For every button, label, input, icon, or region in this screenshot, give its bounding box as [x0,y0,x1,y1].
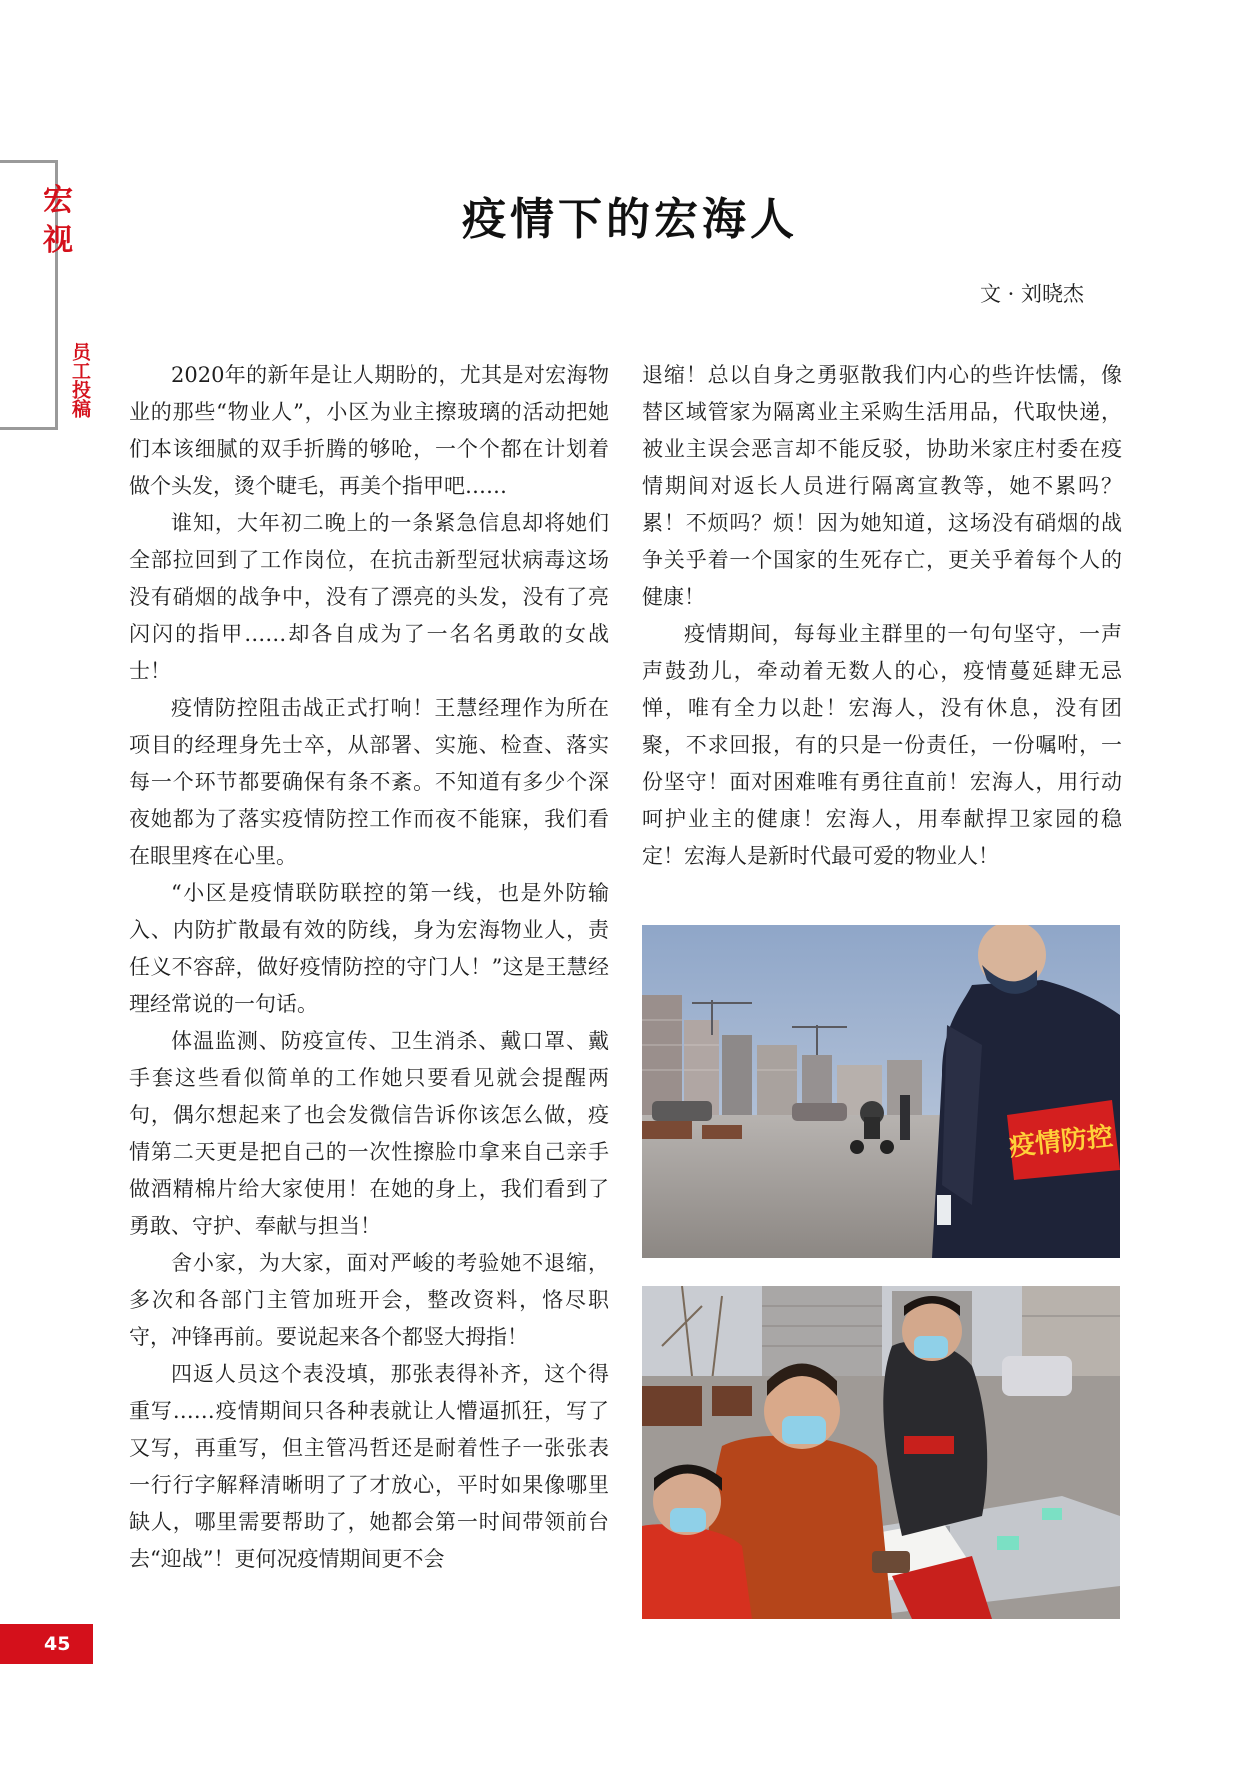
page-number: 45 [44,1633,71,1655]
section-name-char-1: 宏 [43,183,73,218]
paragraph: 疫情期间，每每业主群里的一句句坚守，一声声鼓劲儿，牵动着无数人的心，疫情蔓延肆无忌惮，唯有全力以赴！宏海人，没有休息，没有团聚，不求回报，有的只是一份责任，一份嘱咐，一份坚守！面对困难唯有勇往直前！宏海人，用行动呵护业主的健康！宏海人，用奉献捍卫家园的稳定！宏海人是新时代最可爱的物业人！ [642,622,1122,868]
photo-street-checkpoint [642,925,1120,1258]
article-title: 疫情下的宏海人 [462,194,798,245]
armband-text: 疫情防控 [1007,1121,1115,1163]
section-name-char-2: 视 [43,223,73,258]
paragraph: 谁知，大年初二晚上的一条紧急信息却将她们全部拉回到了工作岗位，在抗击新型冠状病毒这场没有硝烟的战争中，没有了漂亮的头发，没有了亮闪闪的指甲……却各自成为了一名名勇敢的女战士！ [129,511,609,683]
paragraph: “小区是疫情联防联控的第一线，也是外防输入、内防扩散最有效的防线，身为宏海物业人，责任义不容辞，做好疫情防控的守门人！”这是王慧经理经常说的一句话。 [129,881,609,1016]
article-column-left [129,357,609,1578]
photo-registration-desk [642,1286,1120,1619]
paragraph: 疫情防控阻击战正式打响！王慧经理作为所在项目的经理身先士卒，从部署、实施、检查、落实每一个环节都要确保有条不紊。不知道有多少个深夜她都为了落实疫情防控工作而夜不能寐，我们看在眼里疼在心里。 [129,696,609,868]
paragraph: 舍小家，为大家，面对严峻的考验她不退缩，多次和各部门主管加班开会，整改资料，恪尽职守，冲锋再前。要说起来各个都竖大拇指！ [129,1251,609,1349]
page-number-box [0,1624,93,1664]
article-column-right [642,357,1122,875]
section-tab-rule-top [0,160,58,163]
paragraph-continuation: 退缩！总以自身之勇驱散我们内心的些许怯懦，像替区域管家为隔离业主采购生活用品，代取快递，被业主误会恶言却不能反驳，协助米家庄村委在疫情期间对返长人员进行隔离宣教等，她不累吗？累！不烦吗？烦！因为她知道，这场没有硝烟的战争关乎着一个国家的生死存亡，更关乎着每个人的健康！ [642,363,1122,609]
column-label: 员工投稿 [69,342,91,418]
paragraph: 体温监测、防疫宣传、卫生消杀、戴口罩、戴手套这些看似简单的工作她只要看见就会提醒两句，偶尔想起来了也会发微信告诉你该怎么做，疫情第二天更是把自己的一次性擦脸巾拿来自己亲手做酒精棉片给大家使用！在她的身上，我们看到了勇敢、守护、奉献与担当！ [129,1029,609,1238]
section-tab-rule-bottom [0,427,58,430]
paragraph: 2020年的新年是让人期盼的，尤其是对宏海物业的那些“物业人”，小区为业主擦玻璃的活动把她们本该细腻的双手折腾的够呛，一个个都在计划着做个头发，烫个睫毛，再美个指甲吧…… [129,363,609,498]
article-byline: 文 · 刘晓杰 [980,282,1085,306]
paragraph: 四返人员这个表没填，那张表得补齐，这个得重写……疫情期间只各种表就让人懵逼抓狂，写了又写，再重写，但主管冯哲还是耐着性子一张张表一行行字解释清晰明了了才放心，平时如果像哪里缺人，哪里需要帮助了，她都会第一时间带领前台去“迎战”！更何况疫情期间更不会 [129,1362,609,1571]
